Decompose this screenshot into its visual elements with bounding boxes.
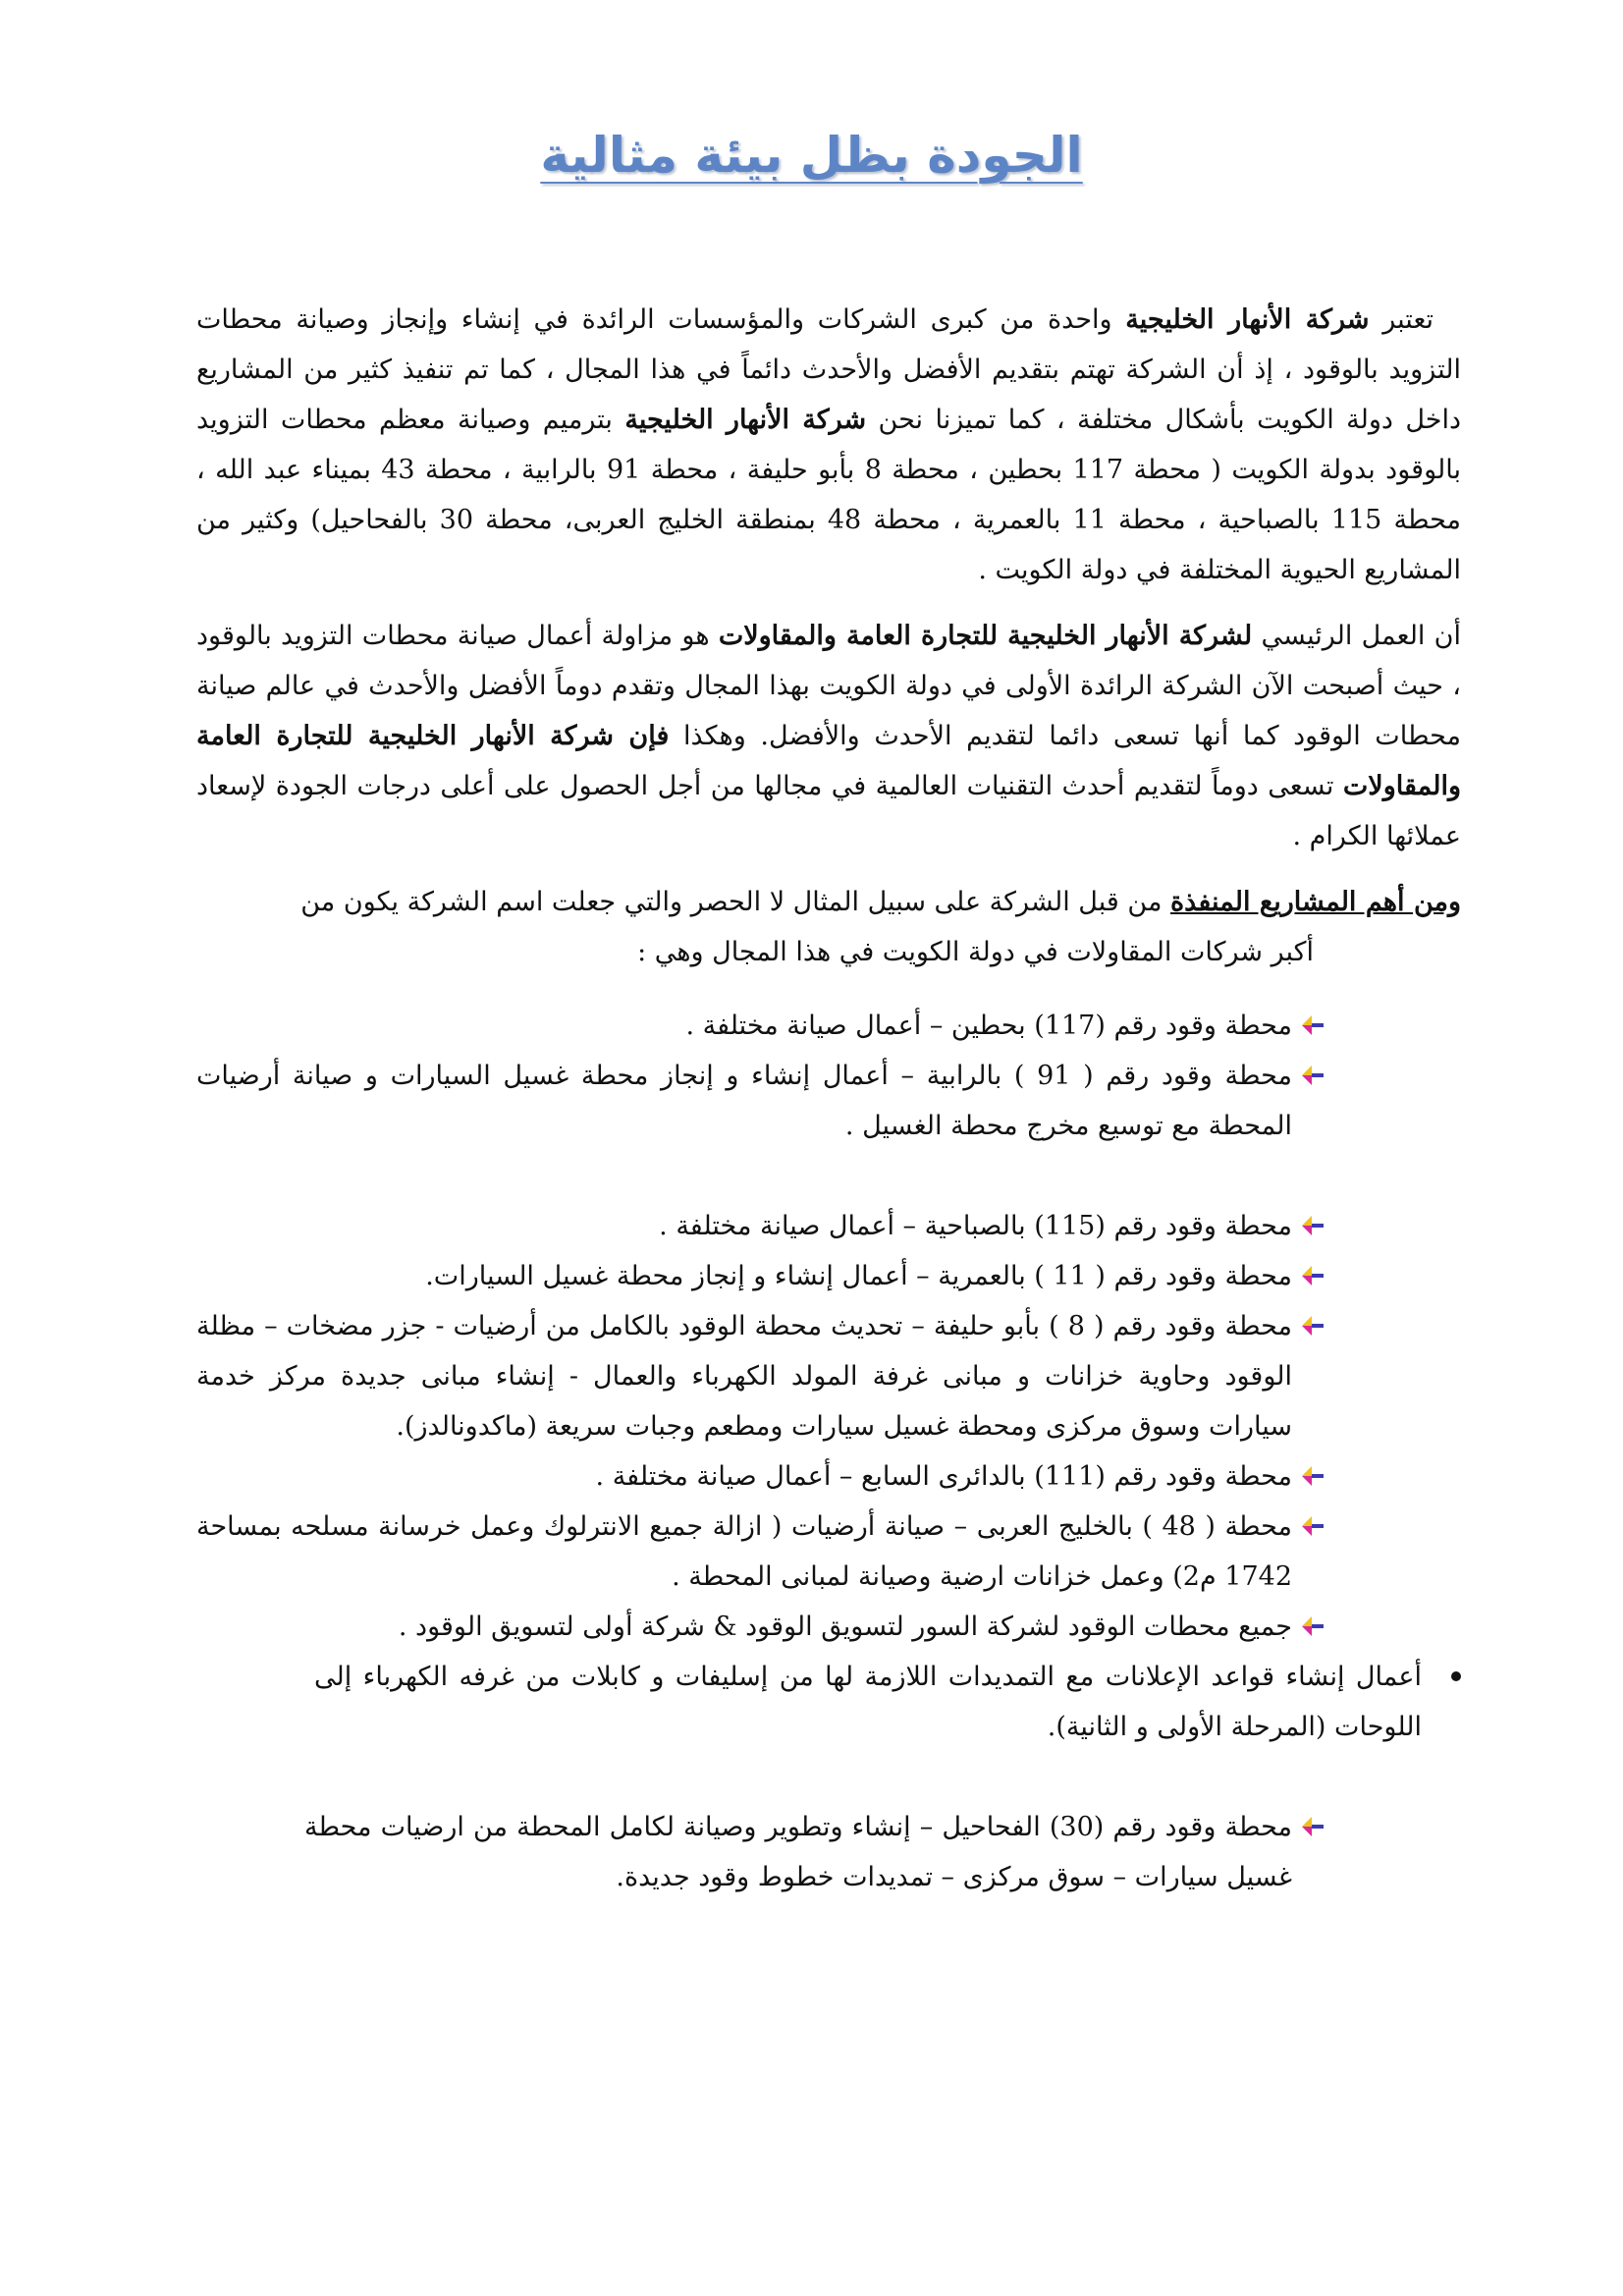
intro-text-3: بترميم وصيانة معظم محطات التزويد بالوقود بدولة الكويت ( محطة 117 بحطين ، محطة 8 بأبو حليفة ، محطة 91 بالرابية ، محطة 43 بميناء عبد الله ، محطة 115 بالصباحية ، محطة 11 بالعمرية ، محطة 48 بمنطقة الخليج العربى، محطة 30 بالفحاحيل) وكثير من المشاريع الحيوية المختلفة في دولة الكويت . — [196, 405, 1461, 585]
arrow-bullet-icon — [1302, 1817, 1324, 1836]
company-full-name-2: فإن شركة الأنهار الخليجية للتجارة العامة والمقاولات — [196, 721, 1461, 801]
list-item — [196, 1451, 1324, 1502]
projects-intro-text: من قبل الشركة على سبيل المثال لا الحصر والتي جعلت اسم الشركة يكون من — [300, 887, 1170, 917]
arrow-bullet-icon — [1302, 1616, 1324, 1636]
document-body — [196, 295, 1461, 1902]
intro-text-1: تعتبر — [1369, 304, 1434, 335]
main-work-text-1: هو مزاولة أعمال صيانة محطات التزويد بالوقود ، حيث أصبحت الآن الشركة الرائدة الأولى في دولة الكويت بهذا المجال وتقدم دوماً الأفضل والأحدث في عالم صيانة محطات الوقود كما أنها تسعى دائما لتقديم الأحدث والأفضل. وهكذا — [196, 621, 1461, 751]
list-item — [196, 1301, 1324, 1451]
intro-paragraph — [196, 295, 1461, 595]
arrow-bullet-icon — [1302, 1216, 1324, 1235]
list-item — [304, 1802, 1324, 1902]
company-full-name: لشركة الأنهار الخليجية للتجارة العامة والمقاولات — [718, 621, 1253, 651]
arrow-bullet-icon — [1302, 1516, 1324, 1536]
list-item-text: محطة ( 48 ) بالخليج العربى – صيانة أرضيات ( ازالة جميع الانترلوك وعمل خرسانة مسلحه بمساحة 1742 م2) وعمل خزانات ارضية وصيانة لمبانى المحطة . — [196, 1511, 1292, 1592]
list-item-text: محطة وقود رقم (111) بالدائرى السابع – أعمال صيانة مختلفة . — [595, 1461, 1292, 1492]
sub-item-text: أعمال إنشاء قواعد الإعلانات مع التمديدات اللازمة لها من إسليفات و كابلات من غرفه الكهرباء إلى اللوحات (المرحلة الأولى و الثانية). — [314, 1662, 1422, 1742]
list-item-text: محطة وقود رقم (115) بالصباحية – أعمال صيانة مختلفة . — [659, 1211, 1292, 1241]
company-name-2: شركة الأنهار الخليجية — [624, 405, 867, 435]
company-name: شركة الأنهار الخليجية — [1125, 304, 1370, 335]
dot-bullet-icon — [1451, 1671, 1461, 1681]
list-item-text: محطة وقود رقم ( 91 ) بالرابية – أعمال إنشاء و إنجاز محطة غسيل السيارات و صيانة أرضيات المحطة مع توسيع مخرج محطة الغسيل . — [196, 1061, 1292, 1141]
main-work-paragraph — [196, 611, 1461, 861]
projects-intro-continuation: أكبر شركات المقاولات في دولة الكويت في هذا المجال وهي : — [637, 937, 1314, 967]
arrow-bullet-icon — [1302, 1066, 1324, 1085]
arrow-bullet-icon — [1302, 1466, 1324, 1486]
arrow-bullet-icon — [1302, 1266, 1324, 1285]
projects-heading: ومن أهم المشاريع المنفذة — [1170, 887, 1461, 917]
list-item — [196, 1001, 1324, 1051]
list-item — [196, 1051, 1324, 1151]
last-project-list — [196, 1802, 1461, 1902]
list-item — [196, 1502, 1324, 1602]
main-work-lead: أن العمل الرئيسي — [1252, 621, 1461, 651]
main-work-text-2: تسعى دوماً لتقديم أحدث التقنيات العالمية في مجالها من أجل الحصول على أعلى درجات الجودة لإسعاد عملائها الكرام . — [196, 771, 1461, 851]
projects-list — [196, 1001, 1461, 1652]
list-item — [196, 1201, 1324, 1251]
sub-item — [59, 1652, 1461, 1752]
list-item-text: محطة وقود رقم ( 8 ) بأبو حليفة – تحديث محطة الوقود بالكامل من أرضيات - جزر مضخات – مظلة الوقود وحاوية خزانات و مبانى غرفة المولد الكهرباء والعمال - إنشاء مبانى جديدة مركز خدمة سيارات وسوق مركزى ومحطة غسيل سيارات ومطعم وجبات سريعة (ماكدونالدز). — [196, 1311, 1292, 1442]
list-item-text: محطة وقود رقم (117) بحطين – أعمال صيانة مختلفة . — [685, 1011, 1292, 1041]
list-item — [196, 1602, 1324, 1652]
page-title: الجودة بظل بيئة مثالية — [540, 127, 1083, 184]
list-item-text: جميع محطات الوقود لشركة السور لتسويق الوقود & شركة أولى لتسويق الوقود . — [398, 1612, 1292, 1642]
list-item-text: محطة وقود رقم (30) الفحاحيل – إنشاء وتطوير وصيانة لكامل المحطة من ارضيات محطة غسيل سيارات – سوق مركزى – تمديدات خطوط وقود جديدة. — [304, 1812, 1292, 1892]
projects-intro — [196, 877, 1461, 977]
arrow-bullet-icon — [1302, 1015, 1324, 1035]
list-item — [196, 1251, 1324, 1301]
arrow-bullet-icon — [1302, 1316, 1324, 1336]
intro-text-2: واحدة من كبرى الشركات والمؤسسات الرائدة في إنشاء وإنجاز وصيانة محطات التزويد بالوقود ، إذ أن الشركة تهتم بتقديم الأفضل والأحدث دائماً في هذا المجال ، كما تم تنفيذ كثير من المشاريع داخل دولة الكويت بأشكال مختلفة ، كما تميزنا نحن — [196, 304, 1461, 435]
list-item-text: محطة وقود رقم ( 11 ) بالعمرية – أعمال إنشاء و إنجاز محطة غسيل السيارات. — [425, 1261, 1292, 1291]
